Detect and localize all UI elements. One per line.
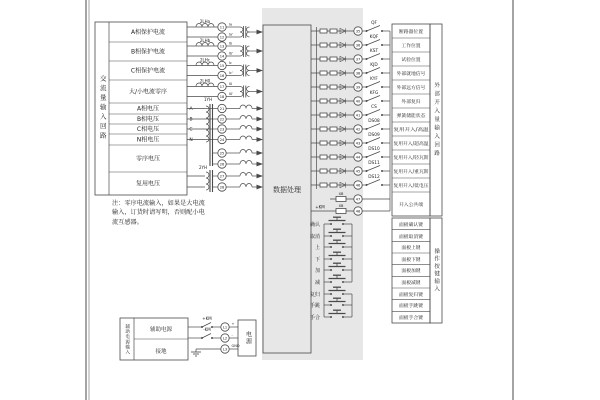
key-button-label: 复归 (309, 291, 320, 298)
switch-blade (367, 152, 381, 158)
resistor (320, 71, 327, 75)
key-row-label: 面板上键 (401, 245, 421, 251)
terminal-number: 17 (219, 84, 225, 89)
resistor (330, 169, 337, 173)
switch-label: DS11 (368, 161, 380, 166)
key-row-label: 面板加键 (401, 268, 421, 274)
ac-row-label: 大/小电流零序 (128, 88, 168, 96)
key-button-label: 确认 (309, 221, 320, 228)
contact-dot (342, 223, 344, 225)
terminal-side-label: + (231, 322, 235, 327)
contact-dot (330, 235, 332, 237)
resistor (320, 127, 327, 131)
contact-dot (342, 304, 344, 306)
contact-dot (342, 281, 344, 283)
switch-label: QF (371, 21, 377, 26)
contact-dot (342, 235, 344, 237)
ct-label: 2LH0 (199, 78, 211, 84)
terminal-side-label: - (231, 333, 233, 338)
ac-input-vertical-label: 交流量输入回路 (98, 75, 107, 142)
power-wire-label: +KM (202, 316, 212, 321)
footnote-line: 流互感器。 (112, 218, 143, 226)
terminal-number: 15 (219, 63, 225, 68)
power-wire-label: -KM (203, 327, 211, 332)
terminal-number: 27 (219, 174, 225, 179)
terminal-name: Ia' (229, 32, 233, 37)
terminal-name: I0 (229, 82, 233, 86)
ct-label: 2LHc (200, 57, 210, 63)
terminal-name: I0' (229, 92, 233, 96)
ac-row-label: B相保护电流 (130, 48, 166, 56)
key-button-label: 手合 (309, 314, 320, 321)
resistor (330, 155, 337, 159)
contact-dot (330, 258, 332, 260)
resistor (330, 29, 337, 33)
resistor (320, 29, 327, 33)
resistor (330, 43, 337, 47)
strap (336, 197, 346, 202)
terminal-number: 40 (355, 99, 361, 104)
terminal-number: 47 (355, 197, 361, 202)
switch-blade (367, 180, 381, 186)
terminal-number: 11 (219, 25, 225, 30)
terminal-number: 12 (219, 35, 225, 40)
switch-blade (367, 96, 381, 102)
switch-blade (367, 124, 381, 130)
coil (240, 161, 252, 165)
terminal-number: 41 (355, 113, 361, 118)
switch-label: KFG (369, 91, 379, 96)
coil (247, 46, 250, 56)
switch-label: KST (369, 49, 379, 54)
key-row-label: 面板减键 (401, 280, 421, 286)
coil (240, 184, 252, 188)
resistor (330, 85, 337, 89)
terminal-number: 43 (355, 141, 361, 146)
terminal-name: Ia (229, 22, 232, 27)
pt-label: 2YH (199, 165, 207, 170)
terminal-number: 22 (219, 117, 225, 122)
terminal-name: Ib' (229, 51, 233, 56)
resistor (320, 57, 327, 61)
contact-dot (342, 269, 344, 271)
resistor (330, 127, 337, 131)
coil (240, 150, 252, 154)
di-function-label: 复用开入/低电压 (393, 184, 429, 189)
footnote-line: 输入，订货时请写明，否则配小电 (112, 209, 205, 217)
ac-row-label: C相保护电流 (130, 67, 166, 75)
coil (240, 173, 252, 176)
ac-row-label: C相电压 (136, 126, 160, 133)
key-row-label: 面板手跳键 (399, 303, 423, 309)
terminal-number: 44 (355, 155, 361, 160)
contact-dot (330, 223, 332, 225)
terminal-side-label: GND (231, 344, 240, 349)
key-button-label: 手跳 (309, 302, 320, 309)
terminal-number: 24 (219, 137, 225, 142)
contact-dot (342, 246, 344, 248)
di-function-label: 外部复归 (401, 100, 421, 105)
external-input-vertical-label: 外部开入量输入回路 (433, 81, 440, 159)
switch-blade (367, 166, 381, 172)
key-button-label: 下 (314, 256, 320, 263)
terminal-number: 37 (355, 57, 361, 62)
coil (247, 66, 250, 76)
switch-blade (367, 82, 381, 88)
aux-row-label: 辅助电源 (149, 327, 173, 333)
resistor (320, 141, 327, 145)
key-row-label: 面板复归键 (399, 292, 423, 298)
strap (336, 209, 346, 214)
terminal-number: 48 (355, 209, 361, 214)
aux-row-label: 接地 (155, 349, 167, 355)
terminal-name: Ic' (229, 71, 233, 75)
di-function-label: 外部就地信号 (396, 72, 426, 77)
switch-label: DS12 (368, 175, 380, 180)
coil (206, 172, 209, 190)
terminal-number: 13 (219, 44, 225, 49)
switch-label: DS09 (368, 133, 380, 138)
terminal-number: 38 (355, 71, 361, 76)
switch-label: DS10 (368, 147, 380, 152)
contact-dot (342, 258, 344, 260)
coil (196, 24, 214, 28)
key-button-label: 上 (314, 244, 320, 251)
resistor (320, 85, 327, 89)
di-function-label: 复用开入/重瓦斯 (393, 170, 429, 175)
strap-label: XB (338, 204, 344, 208)
ac-row-label: A相保护电流 (130, 29, 166, 36)
resistor (320, 113, 327, 117)
footnote (112, 199, 238, 227)
key-row-label: 面板取消键 (399, 234, 423, 240)
resistor (320, 183, 327, 187)
ac-row-label: 复用电压 (135, 180, 161, 188)
di-function-label: 工作位置 (401, 44, 421, 49)
terminal-number: 23 (219, 127, 225, 132)
ac-row-label: B相电压 (136, 116, 160, 123)
terminal-number: 25 (219, 151, 225, 156)
coil (247, 87, 250, 97)
terminal-name: Ib (229, 41, 233, 46)
switch-blade (367, 40, 381, 46)
contact-dot (330, 269, 332, 271)
switch-label: CS (371, 105, 377, 110)
coil (240, 105, 252, 108)
coil (206, 106, 209, 142)
common-wire-label: +KM (315, 204, 325, 210)
data-processing-label: 数据处理 (273, 185, 301, 194)
key-row-label: 面板手合键 (399, 315, 423, 321)
coil (240, 136, 252, 140)
resistor (330, 141, 337, 145)
switch-label: KYF (370, 77, 378, 82)
terminal-number: 28 (219, 185, 225, 190)
switch-label: KJD (370, 63, 378, 68)
terminal-number: 14 (219, 54, 225, 59)
di-function-label: 断路器位置 (399, 30, 423, 35)
di-function-label: 复用开入/超高温 (393, 142, 429, 147)
contact-dot (330, 293, 332, 295)
key-row-label: 面板确认键 (399, 222, 423, 228)
terminal-number: 42 (355, 127, 361, 132)
switch-label: KQF (369, 35, 379, 40)
coil (240, 46, 243, 56)
resistor (320, 43, 327, 47)
terminal-number: L3 (222, 347, 228, 352)
coil (196, 43, 214, 47)
resistor (330, 183, 337, 187)
terminal-number: 36 (355, 43, 361, 48)
contact-dot (330, 281, 332, 283)
contact-dot (330, 246, 332, 248)
terminal-number: 45 (355, 169, 361, 174)
contact-dot (342, 316, 344, 318)
terminal-number: 21 (219, 106, 225, 111)
ac-row-label: A相电压 (136, 105, 160, 113)
di-function-label: 开入公共端 (399, 203, 423, 208)
key-button-label: 减 (314, 279, 320, 286)
resistor (330, 99, 337, 103)
terminal-number: 35 (355, 29, 361, 34)
phase-letter: A (189, 107, 193, 113)
terminal-name: Ic (229, 61, 232, 65)
switch-blade (202, 334, 211, 339)
resistor (330, 57, 337, 61)
resistor (330, 71, 337, 75)
phase-letter: C (189, 127, 193, 133)
coil (240, 87, 243, 97)
terminal-number: 39 (355, 85, 361, 90)
di-function-label: 试验位置 (401, 58, 421, 63)
di-function-label: 复用开入/轻瓦斯 (393, 156, 429, 161)
resistor (320, 155, 327, 159)
di-function-label: 复用开入/高温 (393, 128, 424, 133)
contact-dot (342, 293, 344, 295)
di-function-label: 弹簧储能状态 (396, 114, 426, 119)
power-box-label: 电源 (244, 331, 252, 345)
key-button-label: 取消 (309, 233, 320, 240)
contact-dot (330, 304, 332, 306)
terminal-number: 26 (219, 162, 225, 167)
phase-letter: B (189, 117, 193, 123)
switch-blade (367, 54, 381, 60)
switch-blade (367, 138, 381, 144)
terminal-number: 18 (219, 94, 225, 99)
coil (196, 83, 214, 87)
switch-label: DS08 (368, 119, 380, 124)
pt-label: 1YH (204, 97, 212, 102)
terminal-number: L1 (222, 325, 228, 330)
ct-label: 2LHa (199, 18, 211, 24)
di-function-label: 外部远方信号 (396, 86, 426, 91)
resistor (330, 113, 337, 117)
terminal-number: 46 (355, 183, 361, 188)
strap-label: XB (338, 192, 344, 196)
ac-row-label: N相电压 (136, 136, 160, 144)
switch-blade (367, 68, 381, 74)
contact-dot (330, 316, 332, 318)
resistor (320, 99, 327, 103)
terminal-number: L2 (222, 336, 228, 341)
terminal-number: 16 (219, 73, 225, 78)
coil (240, 27, 243, 37)
key-button-label: 加 (314, 267, 320, 274)
coil (196, 62, 214, 65)
coil (240, 126, 252, 130)
coil (240, 66, 243, 76)
resistor (320, 169, 327, 173)
aux-power-vertical-label: 辅助电源输入 (124, 323, 130, 355)
ct-label: 2LHb (199, 37, 211, 43)
switch-blade (367, 110, 381, 116)
phase-letter: N (189, 138, 193, 144)
coil (240, 116, 252, 120)
switch-blade (367, 26, 381, 32)
coil (247, 27, 250, 37)
key-row-label: 面板下键 (401, 257, 421, 263)
footnote-line: 注：零序电流输入，如果是大电流 (112, 200, 205, 207)
ac-row-label: 零序电压 (135, 155, 161, 163)
panel-keys-vertical-label: 操作按键输入 (433, 248, 440, 293)
